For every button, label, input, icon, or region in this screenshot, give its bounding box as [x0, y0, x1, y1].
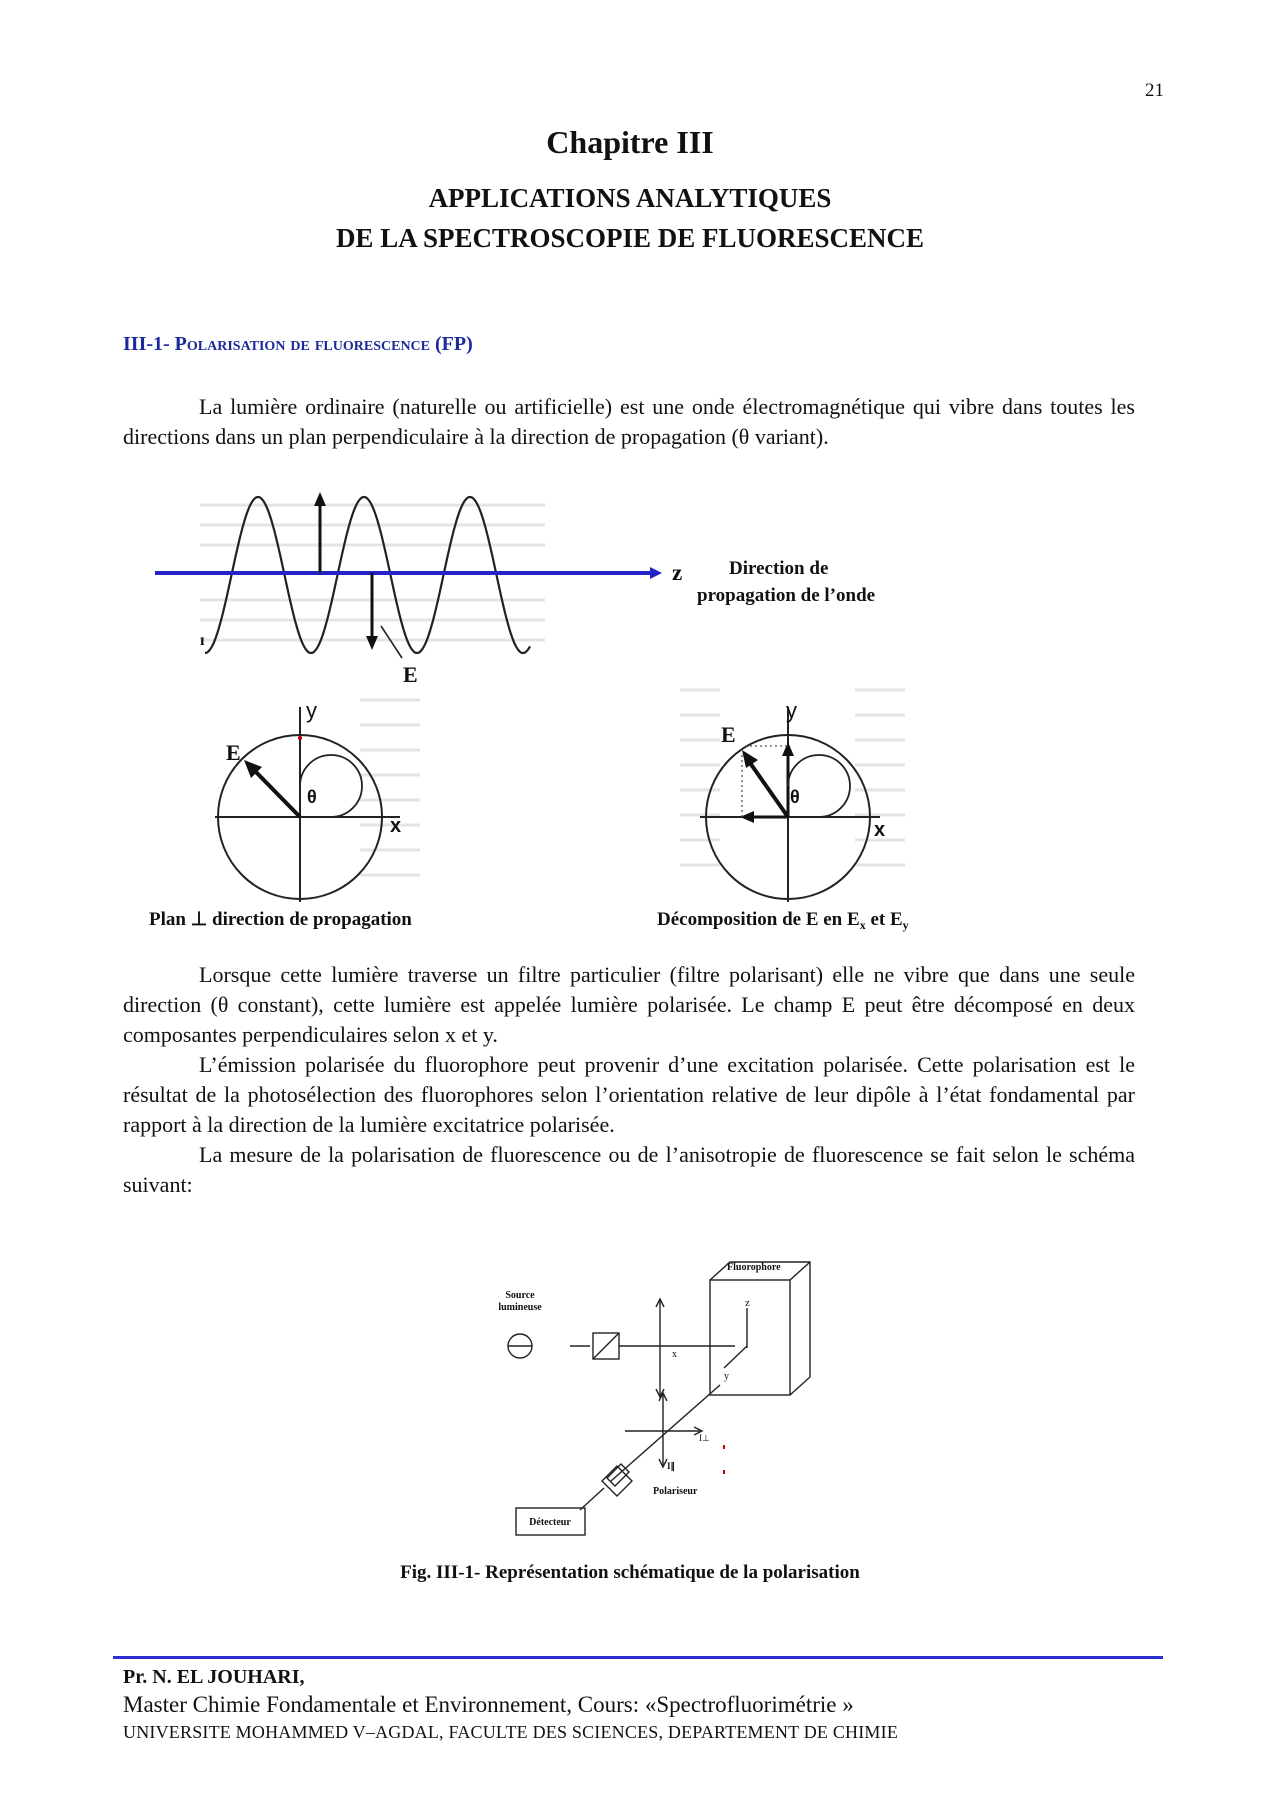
caption-right-sub2: y [902, 918, 909, 932]
direction-label-line1: Direction de [729, 558, 829, 579]
footer-course: Master Chimie Fondamentale et Environnement, Cours: «Spectrofluorimétrie » [123, 1692, 854, 1717]
footer-divider [113, 1656, 1163, 1659]
chapter-title: Chapitre III [546, 124, 714, 160]
footer-author: Pr. N. EL JOUHARI, [123, 1666, 305, 1688]
caption-right-main: Décomposition de E en E [657, 909, 860, 930]
e-vector-down-head [366, 636, 378, 650]
left-circle [218, 735, 382, 899]
caption-left: Plan ⊥ direction de propagation [149, 909, 412, 930]
faint-background-text [200, 505, 905, 875]
left-e-label: E [226, 740, 241, 765]
left-x-label: x [390, 815, 402, 837]
paragraph-2-text: Lorsque cette lumière traverse un filtre particulier (filtre polarisant) elle ne vibre que dans une seule direction (θ constant), cette lumière est appelée lumière polarisée. Le champ E peut être décomposé en deux composantes perpendiculaires selon x et y. [123, 962, 1135, 1047]
fluorophore-cell [710, 1280, 790, 1395]
wave-e-label: E [403, 662, 418, 687]
light-source-icon [508, 1334, 532, 1358]
section-suffix: (FP) [430, 333, 473, 355]
i-par-label: I∥ [667, 1461, 676, 1471]
excitation-polarizer [593, 1333, 619, 1359]
right-y-label: y [786, 698, 797, 723]
page-number: 21 [1145, 80, 1164, 101]
right-e-label: E [721, 722, 736, 747]
right-e-vector-head [742, 750, 758, 768]
z-axis-arrowhead [650, 567, 662, 579]
emission-polarizer [602, 1466, 632, 1496]
section-prefix: III-1- P [123, 333, 187, 355]
cell-z-label: z [745, 1297, 750, 1309]
left-theta-label: θ [307, 787, 317, 807]
wave-sine-path [205, 497, 530, 653]
paragraph-1 [123, 392, 1135, 452]
paragraph-3-text: L’émission polarisée du fluorophore peut provenir d’une excitation polarisée. Cette polarisation est le résultat de la photosélection des fluorophores selon l’orientation relative de leur dipôle à l’état fondamental par rapport à la direction de la lumière excitatrice polarisée. [123, 1052, 1135, 1137]
right-circle [706, 735, 870, 899]
source-label-line2: lumineuse [498, 1302, 542, 1313]
right-theta-label: θ [790, 787, 800, 807]
right-ex-head [740, 811, 754, 823]
left-e-vector [252, 768, 300, 817]
axis-z-label: z [672, 560, 683, 585]
figure-caption: Fig. III-1- Représentation schématique de la polarisation [400, 1562, 860, 1583]
caption-right-sub1: x [859, 918, 866, 932]
paragraph-2 [123, 960, 1135, 1050]
i-perp-label: I⊥ [699, 1433, 710, 1443]
source-label-line1: Source [505, 1290, 535, 1301]
caption-right [657, 909, 909, 932]
right-x-label: x [874, 819, 886, 841]
cell-y-label: y [724, 1371, 729, 1382]
paragraph-1-text: La lumière ordinaire (naturelle ou artificielle) est une onde électromagnétique qui vibre dans toutes les directions dans un plan perpendiculaire à la direction de propagation (θ variant). [123, 394, 1135, 449]
left-e-vector-head [244, 760, 262, 778]
direction-label-line2: propagation de l’onde [697, 585, 876, 606]
polariseur-label: Polariseur [653, 1486, 698, 1497]
polarization-setup [508, 1262, 810, 1535]
right-e-vector [748, 760, 788, 817]
right-ey-head [782, 742, 794, 756]
chapter-subtitle-line2: DE LA SPECTROSCOPIE DE FLUORESCENCE [335, 223, 925, 253]
fluorophore-label: Fluorophore [727, 1262, 781, 1273]
section-title: olarisation de fluorescence [186, 333, 431, 355]
paragraph-4-text: La mesure de la polarisation de fluorescence ou de l’anisotropie de fluorescence se fait selon le schéma suivant: [123, 1142, 1135, 1197]
left-theta-arc [300, 755, 362, 817]
footer-institution: UNIVERSITE MOHAMMED V–AGDAL, FACULTE DES SCIENCES, DEPARTEMENT DE CHIMIE [123, 1722, 899, 1742]
path-x-label: x [672, 1349, 677, 1360]
chapter-subtitle-line1: APPLICATIONS ANALYTIQUES [428, 183, 832, 213]
paragraph-3 [123, 1050, 1135, 1140]
detecteur-label: Détecteur [529, 1517, 571, 1528]
e-pointer-line [381, 626, 402, 658]
caption-right-mid: et E [865, 909, 903, 930]
left-y-label: y [306, 698, 317, 723]
detector-box [516, 1508, 585, 1535]
e-vector-up-head [314, 492, 326, 506]
right-theta-arc [788, 755, 850, 817]
section-heading [123, 333, 473, 356]
paragraph-4 [123, 1140, 1135, 1200]
stray-mark: ɪ [200, 632, 205, 649]
